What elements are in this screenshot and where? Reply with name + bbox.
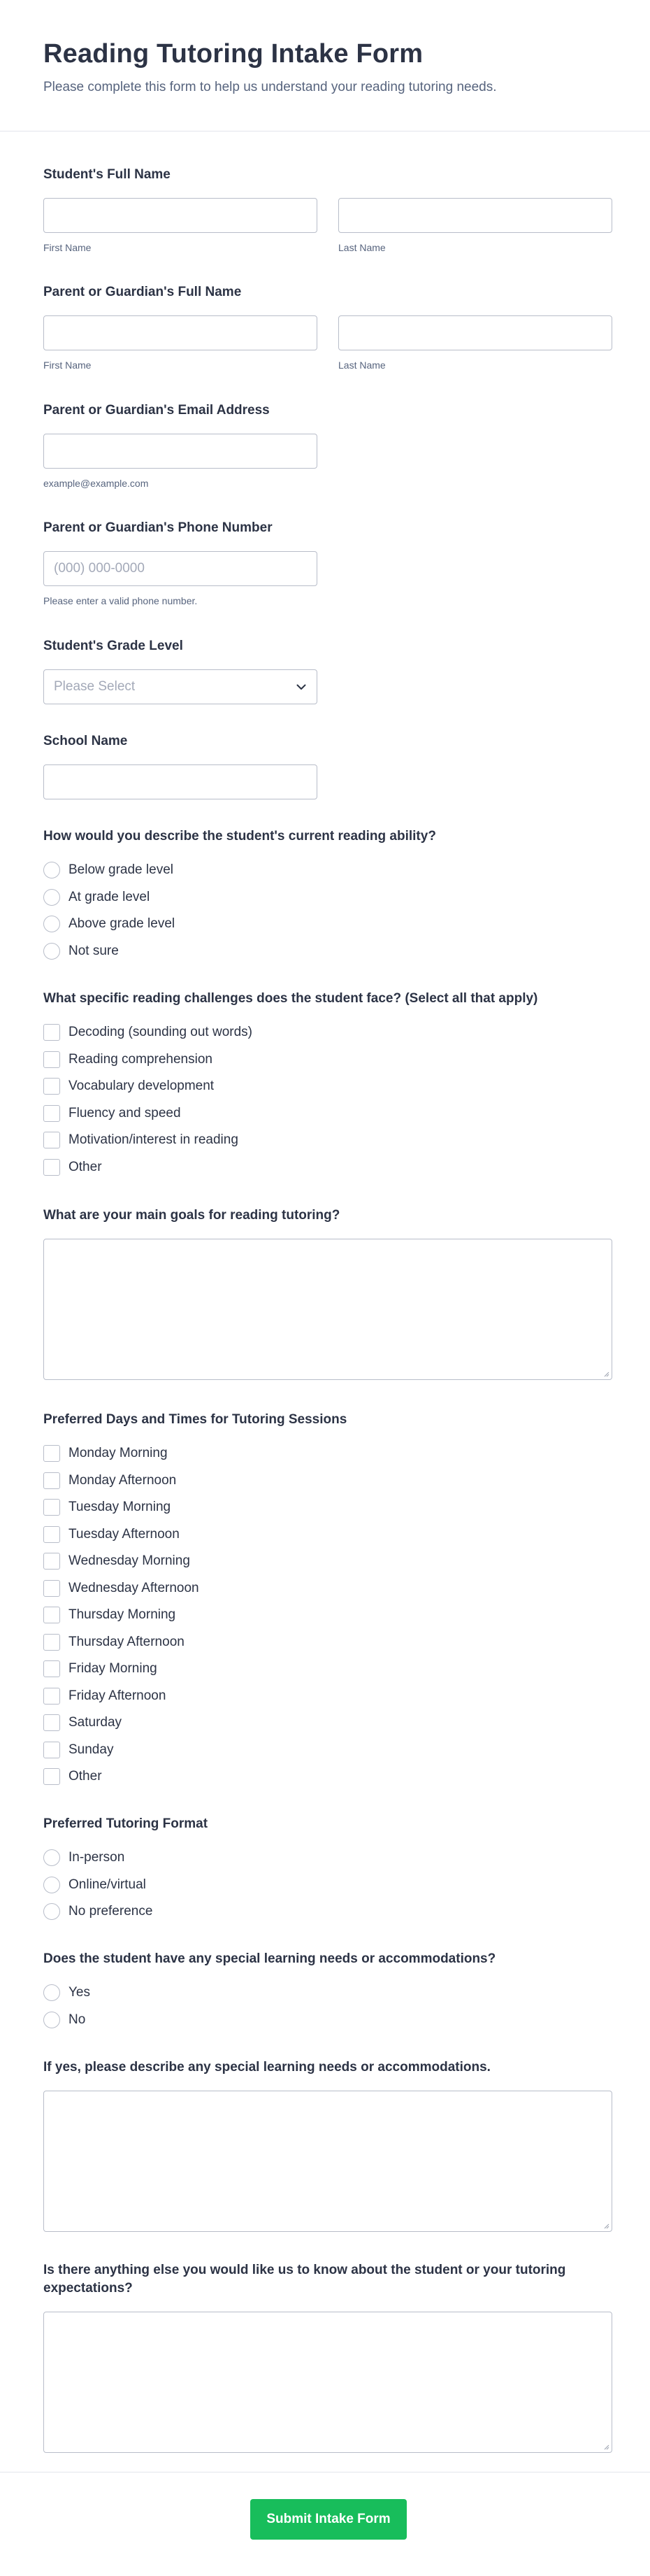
option-label: Vocabulary development bbox=[68, 1079, 215, 1094]
reading-challenges-field bbox=[43, 990, 612, 1181]
checkbox-option[interactable] bbox=[43, 1521, 612, 1549]
chevron-down-icon bbox=[296, 681, 307, 692]
radio-option[interactable] bbox=[43, 1979, 612, 2007]
radio-option[interactable] bbox=[43, 1844, 612, 1872]
checkbox-option[interactable] bbox=[43, 1154, 612, 1181]
student-name-label: Student's Full Name bbox=[43, 167, 171, 182]
special-needs-desc-label: If yes, please describe any special learning needs or accommodations. bbox=[43, 2060, 491, 2075]
checkbox[interactable] bbox=[43, 1580, 60, 1597]
checkbox[interactable] bbox=[43, 1499, 60, 1516]
special-needs-desc-textarea[interactable] bbox=[43, 2091, 612, 2232]
option-label: Online/virtual bbox=[68, 1877, 146, 1892]
option-label: Monday Morning bbox=[68, 1446, 168, 1461]
option-label: Wednesday Afternoon bbox=[68, 1580, 199, 1595]
checkbox-option[interactable] bbox=[43, 1602, 612, 1629]
checkbox[interactable] bbox=[43, 1634, 60, 1651]
guardian-name-row bbox=[43, 315, 612, 371]
option-label: Friday Afternoon bbox=[68, 1688, 166, 1703]
student-name-field bbox=[43, 166, 612, 254]
checkbox[interactable] bbox=[43, 1078, 60, 1095]
checkbox[interactable] bbox=[43, 1768, 60, 1785]
form-title: Reading Tutoring Intake Form bbox=[43, 39, 424, 69]
reading-challenges-label: What specific reading challenges does the student face? (Select all that apply) bbox=[43, 991, 538, 1006]
guardian-name-field bbox=[43, 283, 612, 371]
radio-option[interactable] bbox=[43, 1898, 612, 1926]
preferred-times-label: Preferred Days and Times for Tutoring Sessions bbox=[43, 1412, 347, 1427]
checkbox-option[interactable] bbox=[43, 1763, 612, 1791]
guardian-last-name-input[interactable] bbox=[338, 315, 612, 350]
student-first-name-col bbox=[43, 198, 317, 254]
radio-option[interactable] bbox=[43, 1872, 612, 1899]
checkbox[interactable] bbox=[43, 1526, 60, 1543]
checkbox-option[interactable] bbox=[43, 1709, 612, 1737]
option-label: Motivation/interest in reading bbox=[68, 1132, 238, 1148]
radio-button[interactable] bbox=[43, 2012, 60, 2028]
student-name-row bbox=[43, 198, 612, 254]
resize-handle-icon[interactable] bbox=[602, 1370, 609, 1377]
option-label: In-person bbox=[68, 1850, 125, 1865]
option-label: No preference bbox=[68, 1904, 153, 1919]
tutoring-format-options bbox=[43, 1844, 612, 1926]
special-needs-options bbox=[43, 1979, 612, 2033]
special-needs-desc-field bbox=[43, 2058, 612, 2232]
radio-option[interactable] bbox=[43, 938, 612, 965]
checkbox[interactable] bbox=[43, 1688, 60, 1705]
option-label: Yes bbox=[68, 1985, 90, 2000]
guardian-phone-label: Parent or Guardian's Phone Number bbox=[43, 520, 273, 535]
option-label: At grade level bbox=[68, 889, 150, 904]
option-label: Not sure bbox=[68, 943, 119, 958]
student-last-name-col bbox=[338, 198, 612, 254]
guardian-first-name-sublabel: First Name bbox=[43, 360, 92, 371]
anything-else-textarea[interactable] bbox=[43, 2312, 612, 2453]
student-first-name-input[interactable] bbox=[43, 198, 317, 233]
school-name-field bbox=[43, 732, 612, 799]
form-footer bbox=[0, 2472, 650, 2576]
phone-placeholder: (000) 000-0000 bbox=[54, 561, 145, 576]
option-label: Thursday Morning bbox=[68, 1607, 176, 1623]
checkbox[interactable] bbox=[43, 1553, 60, 1570]
school-name-input[interactable] bbox=[43, 764, 317, 799]
anything-else-field bbox=[43, 2261, 612, 2453]
radio-button[interactable] bbox=[43, 916, 60, 932]
checkbox[interactable] bbox=[43, 1445, 60, 1462]
student-last-name-input[interactable] bbox=[338, 198, 612, 233]
checkbox-option[interactable] bbox=[43, 1046, 612, 1074]
resize-handle-icon[interactable] bbox=[602, 2443, 609, 2450]
checkbox-option[interactable] bbox=[43, 1467, 612, 1495]
student-last-name-sublabel: Last Name bbox=[338, 242, 386, 253]
radio-button[interactable] bbox=[43, 1903, 60, 1920]
radio-button[interactable] bbox=[43, 862, 60, 878]
radio-button[interactable] bbox=[43, 1849, 60, 1866]
main-goals-field bbox=[43, 1207, 612, 1380]
guardian-last-name-sublabel: Last Name bbox=[338, 360, 386, 371]
option-label: Friday Morning bbox=[68, 1661, 157, 1677]
grade-level-select[interactable] bbox=[43, 669, 317, 704]
checkbox[interactable] bbox=[43, 1132, 60, 1148]
reading-ability-field bbox=[43, 827, 612, 965]
checkbox-option[interactable] bbox=[43, 1575, 612, 1602]
guardian-phone-sublabel: Please enter a valid phone number. bbox=[43, 595, 198, 606]
submit-button[interactable]: Submit Intake Form bbox=[250, 2499, 407, 2540]
checkbox-option[interactable] bbox=[43, 1737, 612, 1764]
guardian-email-label: Parent or Guardian's Email Address bbox=[43, 403, 270, 418]
option-label: Sunday bbox=[68, 1742, 114, 1757]
student-first-name-sublabel: First Name bbox=[43, 242, 92, 253]
option-label: Below grade level bbox=[68, 862, 173, 878]
guardian-email-field bbox=[43, 401, 612, 490]
checkbox[interactable] bbox=[43, 1024, 60, 1041]
reading-ability-label: How would you describe the student's current reading ability? bbox=[43, 829, 436, 844]
checkbox-option[interactable] bbox=[43, 1683, 612, 1710]
guardian-email-input[interactable] bbox=[43, 434, 317, 469]
guardian-phone-field bbox=[43, 519, 612, 607]
anything-else-label: Is there anything else you would like us to know about the student or your tutoring expectations? bbox=[43, 2263, 566, 2296]
main-goals-label: What are your main goals for reading tutoring? bbox=[43, 1208, 340, 1223]
checkbox-option[interactable] bbox=[43, 1629, 612, 1656]
option-label: Tuesday Afternoon bbox=[68, 1526, 180, 1542]
option-label: Other bbox=[68, 1769, 102, 1784]
checkbox[interactable] bbox=[43, 1607, 60, 1623]
checkbox-option[interactable] bbox=[43, 1019, 612, 1046]
radio-option[interactable] bbox=[43, 911, 612, 938]
radio-option[interactable] bbox=[43, 2007, 612, 2034]
form-header bbox=[0, 0, 650, 131]
reading-challenges-options bbox=[43, 1019, 612, 1181]
checkbox-option[interactable] bbox=[43, 1440, 612, 1467]
checkbox-option[interactable] bbox=[43, 1073, 612, 1100]
school-name-label: School Name bbox=[43, 734, 128, 748]
option-label: Fluency and speed bbox=[68, 1105, 181, 1120]
radio-button[interactable] bbox=[43, 1877, 60, 1893]
guardian-last-name-col bbox=[338, 315, 612, 371]
checkbox[interactable] bbox=[43, 1472, 60, 1489]
option-label: Tuesday Morning bbox=[68, 1500, 171, 1515]
radio-button[interactable] bbox=[43, 1984, 60, 2001]
checkbox[interactable] bbox=[43, 1742, 60, 1758]
special-needs-label: Does the student have any special learning needs or accommodations? bbox=[43, 1951, 496, 1966]
checkbox[interactable] bbox=[43, 1051, 60, 1068]
checkbox-option[interactable] bbox=[43, 1548, 612, 1575]
checkbox[interactable] bbox=[43, 1159, 60, 1176]
tutoring-format-label: Preferred Tutoring Format bbox=[43, 1816, 208, 1831]
option-label: Wednesday Morning bbox=[68, 1553, 190, 1569]
guardian-first-name-input[interactable] bbox=[43, 315, 317, 350]
radio-button[interactable] bbox=[43, 943, 60, 960]
radio-option[interactable] bbox=[43, 884, 612, 911]
option-label: No bbox=[68, 2012, 86, 2027]
option-label: Above grade level bbox=[68, 916, 175, 932]
option-label: Monday Afternoon bbox=[68, 1472, 177, 1488]
checkbox-option[interactable] bbox=[43, 1127, 612, 1154]
checkbox-option[interactable] bbox=[43, 1656, 612, 1683]
guardian-phone-input[interactable] bbox=[43, 551, 317, 586]
option-label: Reading comprehension bbox=[68, 1051, 212, 1067]
tutoring-format-field bbox=[43, 1815, 612, 1926]
special-needs-field bbox=[43, 1950, 612, 2033]
resize-handle-icon[interactable] bbox=[602, 2222, 609, 2229]
checkbox[interactable] bbox=[43, 1105, 60, 1122]
grade-level-selected: Please Select bbox=[54, 679, 136, 694]
option-label: Other bbox=[68, 1159, 102, 1174]
checkbox[interactable] bbox=[43, 1660, 60, 1677]
preferred-times-options bbox=[43, 1440, 612, 1791]
checkbox-option[interactable] bbox=[43, 1494, 612, 1521]
guardian-name-label: Parent or Guardian's Full Name bbox=[43, 285, 242, 299]
grade-level-label: Student's Grade Level bbox=[43, 639, 183, 653]
radio-option[interactable] bbox=[43, 857, 612, 884]
main-goals-textarea[interactable] bbox=[43, 1239, 612, 1380]
radio-button[interactable] bbox=[43, 889, 60, 906]
grade-level-field bbox=[43, 637, 612, 704]
guardian-email-sublabel: example@example.com bbox=[43, 478, 149, 489]
checkbox[interactable] bbox=[43, 1714, 60, 1731]
option-label: Saturday bbox=[68, 1715, 122, 1730]
form-subtitle: Please complete this form to help us understand your reading tutoring needs. bbox=[43, 80, 497, 94]
option-label: Thursday Afternoon bbox=[68, 1634, 185, 1649]
preferred-times-field bbox=[43, 1411, 612, 1791]
guardian-first-name-col bbox=[43, 315, 317, 371]
checkbox-option[interactable] bbox=[43, 1100, 612, 1127]
reading-ability-options bbox=[43, 857, 612, 965]
option-label: Decoding (sounding out words) bbox=[68, 1025, 252, 1040]
